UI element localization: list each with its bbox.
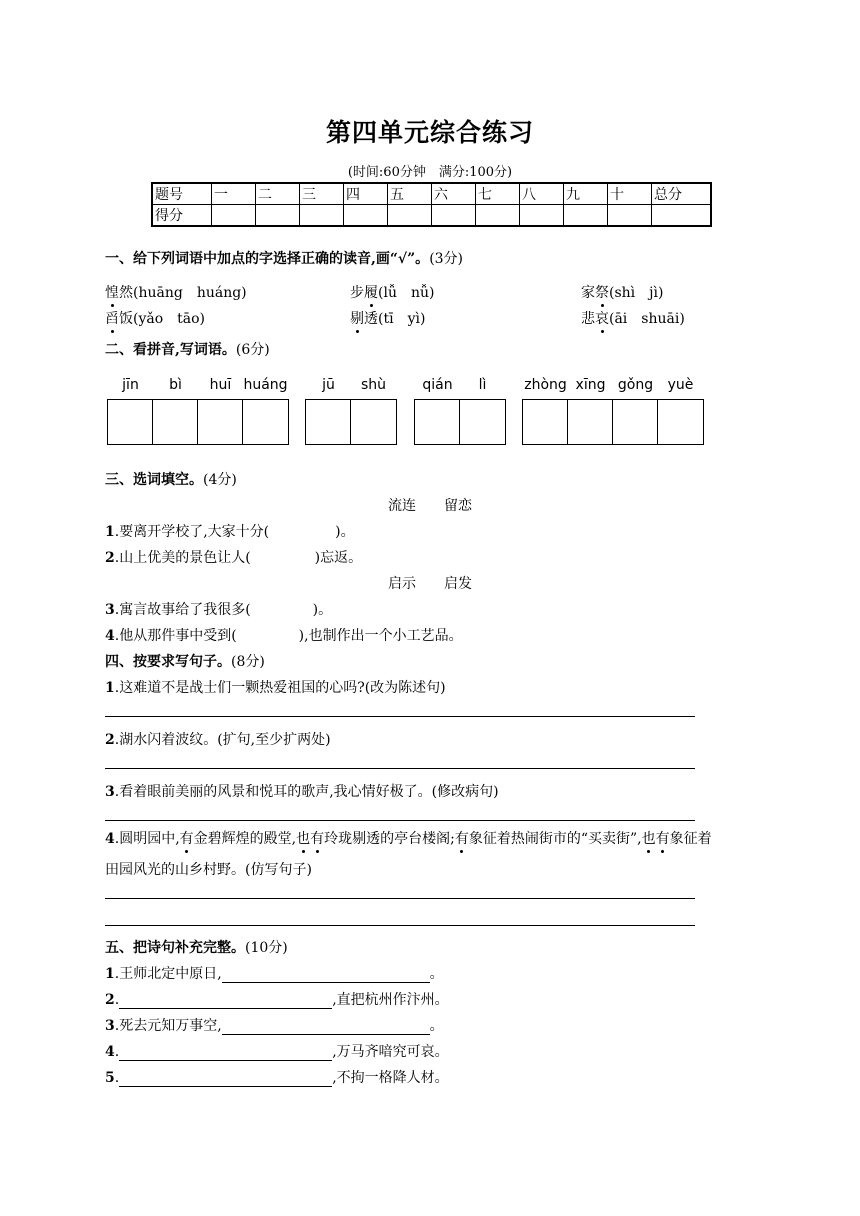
fill-question xyxy=(105,547,362,567)
writing-cell[interactable] xyxy=(415,400,460,444)
question-text: .死去元知万事空, xyxy=(114,1018,222,1034)
writing-cell[interactable] xyxy=(613,400,658,444)
question-number: 2 xyxy=(105,550,115,566)
pronunciation-item[interactable] xyxy=(350,282,434,302)
question-text: )忘返。 xyxy=(314,550,363,566)
pinyin-label: huī xyxy=(209,377,232,393)
writing-cell[interactable] xyxy=(153,400,198,444)
section-heading-text: 五、把诗句补充完整。 xyxy=(105,940,245,956)
question-text: .他从那件事中受到( xyxy=(114,628,237,644)
question-number: 4 xyxy=(105,1044,115,1060)
answer-line[interactable] xyxy=(105,768,695,769)
poem-question xyxy=(105,1067,449,1087)
question-text: .山上优美的景色让人( xyxy=(114,550,251,566)
question-number: 1 xyxy=(105,966,115,982)
score-table-cell: 题号 xyxy=(152,183,212,205)
poem-blank[interactable] xyxy=(119,1072,332,1087)
poem-question xyxy=(105,989,449,1009)
question-number: 2 xyxy=(105,732,115,748)
section-heading-text: 四、按要求写句子。 xyxy=(105,654,231,670)
writing-grid xyxy=(522,399,704,445)
dotted-char: 履 xyxy=(364,282,378,302)
item-text: (āi shuāi) xyxy=(609,311,685,327)
pinyin-label: huáng xyxy=(243,377,288,393)
poem-question xyxy=(105,963,444,983)
writing-cell[interactable] xyxy=(460,400,505,444)
pinyin-label: yuè xyxy=(667,377,694,393)
question-text: 玲珑剔透的亭台楼阁; xyxy=(324,831,455,847)
word-choices: 启示 启发 xyxy=(388,576,472,592)
writing-cell[interactable] xyxy=(568,400,613,444)
dotted-char: 有 xyxy=(310,828,324,848)
exam-subtitle: (时间:60分钟 满分:100分) xyxy=(347,165,513,180)
answer-line[interactable] xyxy=(105,820,695,821)
dotted-char: 也 xyxy=(296,828,310,848)
dotted-char: 祭 xyxy=(595,282,609,302)
section-points: (8分) xyxy=(231,654,265,670)
section-4-heading xyxy=(105,651,265,671)
section-heading-text: 二、看拼音,写词语。 xyxy=(105,342,236,358)
poem-blank[interactable] xyxy=(222,968,430,983)
dotted-char: 也 xyxy=(642,828,656,848)
dotted-char: 有 xyxy=(656,828,670,848)
question-number: 3 xyxy=(105,602,115,618)
dotted-char: 哀 xyxy=(595,308,609,328)
poem-blank[interactable] xyxy=(119,994,332,1009)
pinyin-label: jū xyxy=(322,377,335,393)
writing-cell[interactable] xyxy=(243,400,288,444)
item-text: 悲 xyxy=(581,311,595,327)
item-text: 家 xyxy=(581,285,595,301)
pronunciation-item[interactable] xyxy=(581,282,663,302)
score-input-cell[interactable] xyxy=(564,205,608,227)
writing-cell[interactable] xyxy=(351,400,396,444)
score-input-cell[interactable] xyxy=(476,205,520,227)
score-input-cell[interactable] xyxy=(608,205,652,227)
score-table-cell: 五 xyxy=(388,183,432,205)
score-table-cell: 四 xyxy=(344,183,388,205)
dotted-char: 有 xyxy=(180,828,194,848)
question-text: ,万马齐喑究可哀。 xyxy=(332,1044,449,1060)
item-text: 饭(yǎo tāo) xyxy=(119,311,206,327)
question-text: )。 xyxy=(312,602,333,618)
score-table-cell: 十 xyxy=(608,183,652,205)
pronunciation-item[interactable] xyxy=(105,308,205,328)
score-input-cell[interactable] xyxy=(652,205,712,227)
sentence-question xyxy=(105,729,331,749)
question-text: 。 xyxy=(429,966,444,982)
sentence-question xyxy=(105,828,712,848)
score-table-score-row xyxy=(152,205,711,227)
score-table-cell: 一 xyxy=(212,183,256,205)
question-number: 4 xyxy=(105,831,115,847)
section-1-heading xyxy=(105,248,463,268)
section-points: (3分) xyxy=(429,251,464,267)
question-text: .王师北定中原日, xyxy=(114,966,222,982)
score-input-cell[interactable] xyxy=(300,205,344,227)
question-text: )。 xyxy=(335,524,355,540)
question-text: ,不拘一格降人材。 xyxy=(332,1070,449,1086)
pronunciation-item[interactable] xyxy=(105,282,247,302)
score-input-cell[interactable] xyxy=(520,205,564,227)
item-text: (shì jì) xyxy=(609,285,664,301)
pinyin-label: bì xyxy=(169,377,182,393)
score-table-header-row xyxy=(152,183,711,205)
pinyin-label: gǒng xyxy=(617,377,654,393)
poem-question xyxy=(105,1015,444,1035)
question-text: .要离开学校了,大家十分( xyxy=(114,524,270,540)
dotted-char: 舀 xyxy=(105,308,119,328)
poem-blank[interactable] xyxy=(222,1020,430,1035)
writing-cell[interactable] xyxy=(108,400,153,444)
question-number: 3 xyxy=(105,1018,115,1034)
writing-cell[interactable] xyxy=(306,400,351,444)
fill-question xyxy=(105,625,463,645)
score-table-cell: 二 xyxy=(256,183,300,205)
question-number: 1 xyxy=(105,680,115,696)
score-input-cell[interactable] xyxy=(256,205,300,227)
question-text: .看着眼前美丽的风景和悦耳的歌声,我心情好极了。(修改病句) xyxy=(114,784,499,800)
section-2-heading xyxy=(105,339,270,359)
question-number: 3 xyxy=(105,784,115,800)
score-table-cell: 得分 xyxy=(152,205,212,227)
item-text: 然(huāng huáng) xyxy=(119,285,247,301)
question-text: .圆明园中, xyxy=(114,831,180,847)
question-text: . xyxy=(114,1044,120,1060)
answer-line[interactable] xyxy=(105,925,695,926)
pronunciation-item[interactable] xyxy=(350,308,425,328)
score-table-cell: 三 xyxy=(300,183,344,205)
question-text: 象征着 xyxy=(669,831,712,847)
question-text: . xyxy=(114,992,120,1008)
score-input-cell[interactable] xyxy=(388,205,432,227)
dotted-char: 惶 xyxy=(105,282,119,302)
pinyin-label: shù xyxy=(360,377,387,393)
question-number: 2 xyxy=(105,992,115,1008)
sentence-question xyxy=(105,677,446,697)
score-input-cell[interactable] xyxy=(212,205,256,227)
question-number: 5 xyxy=(105,1070,115,1086)
question-number: 4 xyxy=(105,628,115,644)
dotted-char: 剔 xyxy=(350,308,364,328)
page-title: 第四单元综合练习 xyxy=(325,118,534,147)
section-3-heading xyxy=(105,469,237,489)
score-table-cell: 九 xyxy=(564,183,608,205)
poem-question xyxy=(105,1041,449,1061)
pinyin-label: zhòng xyxy=(524,377,567,393)
dotted-char: 有 xyxy=(455,828,469,848)
answer-line[interactable] xyxy=(105,716,695,717)
section-points: (4分) xyxy=(203,472,237,488)
writing-cell[interactable] xyxy=(523,400,568,444)
question-text-continued: 田园风光的山乡村野。(仿写句子) xyxy=(105,862,312,878)
writing-cell[interactable] xyxy=(198,400,243,444)
writing-grid xyxy=(305,399,397,445)
question-text: .这难道不是战士们一颗热爱祖国的心吗?(改为陈述句) xyxy=(114,680,446,696)
section-points: (6分) xyxy=(235,342,270,358)
writing-grid xyxy=(414,399,506,445)
fill-question xyxy=(105,599,332,619)
section-5-heading xyxy=(105,937,288,957)
poem-blank[interactable] xyxy=(119,1046,332,1061)
score-input-cell[interactable] xyxy=(344,205,388,227)
answer-line[interactable] xyxy=(105,898,695,899)
score-table xyxy=(151,182,712,227)
score-table-cell: 六 xyxy=(432,183,476,205)
section-heading-text: 三、选词填空。 xyxy=(105,472,203,488)
sentence-question xyxy=(105,781,499,801)
word-choices: 流连 留恋 xyxy=(388,498,472,514)
section-points: (10分) xyxy=(245,940,288,956)
question-text: 金碧辉煌的殿堂, xyxy=(193,831,297,847)
pinyin-label: xīng xyxy=(575,377,606,393)
question-text: 。 xyxy=(429,1018,444,1034)
score-table-cell: 七 xyxy=(476,183,520,205)
score-table-cell: 八 xyxy=(520,183,564,205)
score-table-cell: 总分 xyxy=(652,183,712,205)
question-number: 1 xyxy=(105,524,115,540)
question-text: ),也制作出一个小工艺品。 xyxy=(298,628,463,644)
question-text: 象征着热闹街市的“买卖街”, xyxy=(468,831,642,847)
fill-question xyxy=(105,521,355,541)
question-text: .湖水闪着波纹。(扩句,至少扩两处) xyxy=(114,732,331,748)
pronunciation-item[interactable] xyxy=(581,308,685,328)
item-text: 透(tī yì) xyxy=(364,311,426,327)
question-text: . xyxy=(114,1070,120,1086)
pinyin-label: lì xyxy=(478,377,487,393)
item-text: 步 xyxy=(350,285,364,301)
pinyin-label: qián xyxy=(422,377,453,393)
writing-grid xyxy=(107,399,289,445)
writing-cell[interactable] xyxy=(658,400,703,444)
question-text: ,直把杭州作汴州。 xyxy=(332,992,449,1008)
item-text: (lǚ nǚ) xyxy=(378,285,435,301)
score-input-cell[interactable] xyxy=(432,205,476,227)
section-heading-text: 一、给下列词语中加点的字选择正确的读音,画“√”。 xyxy=(105,251,430,267)
question-text: .寓言故事给了我很多( xyxy=(114,602,251,618)
pinyin-label: jīn xyxy=(122,377,139,393)
